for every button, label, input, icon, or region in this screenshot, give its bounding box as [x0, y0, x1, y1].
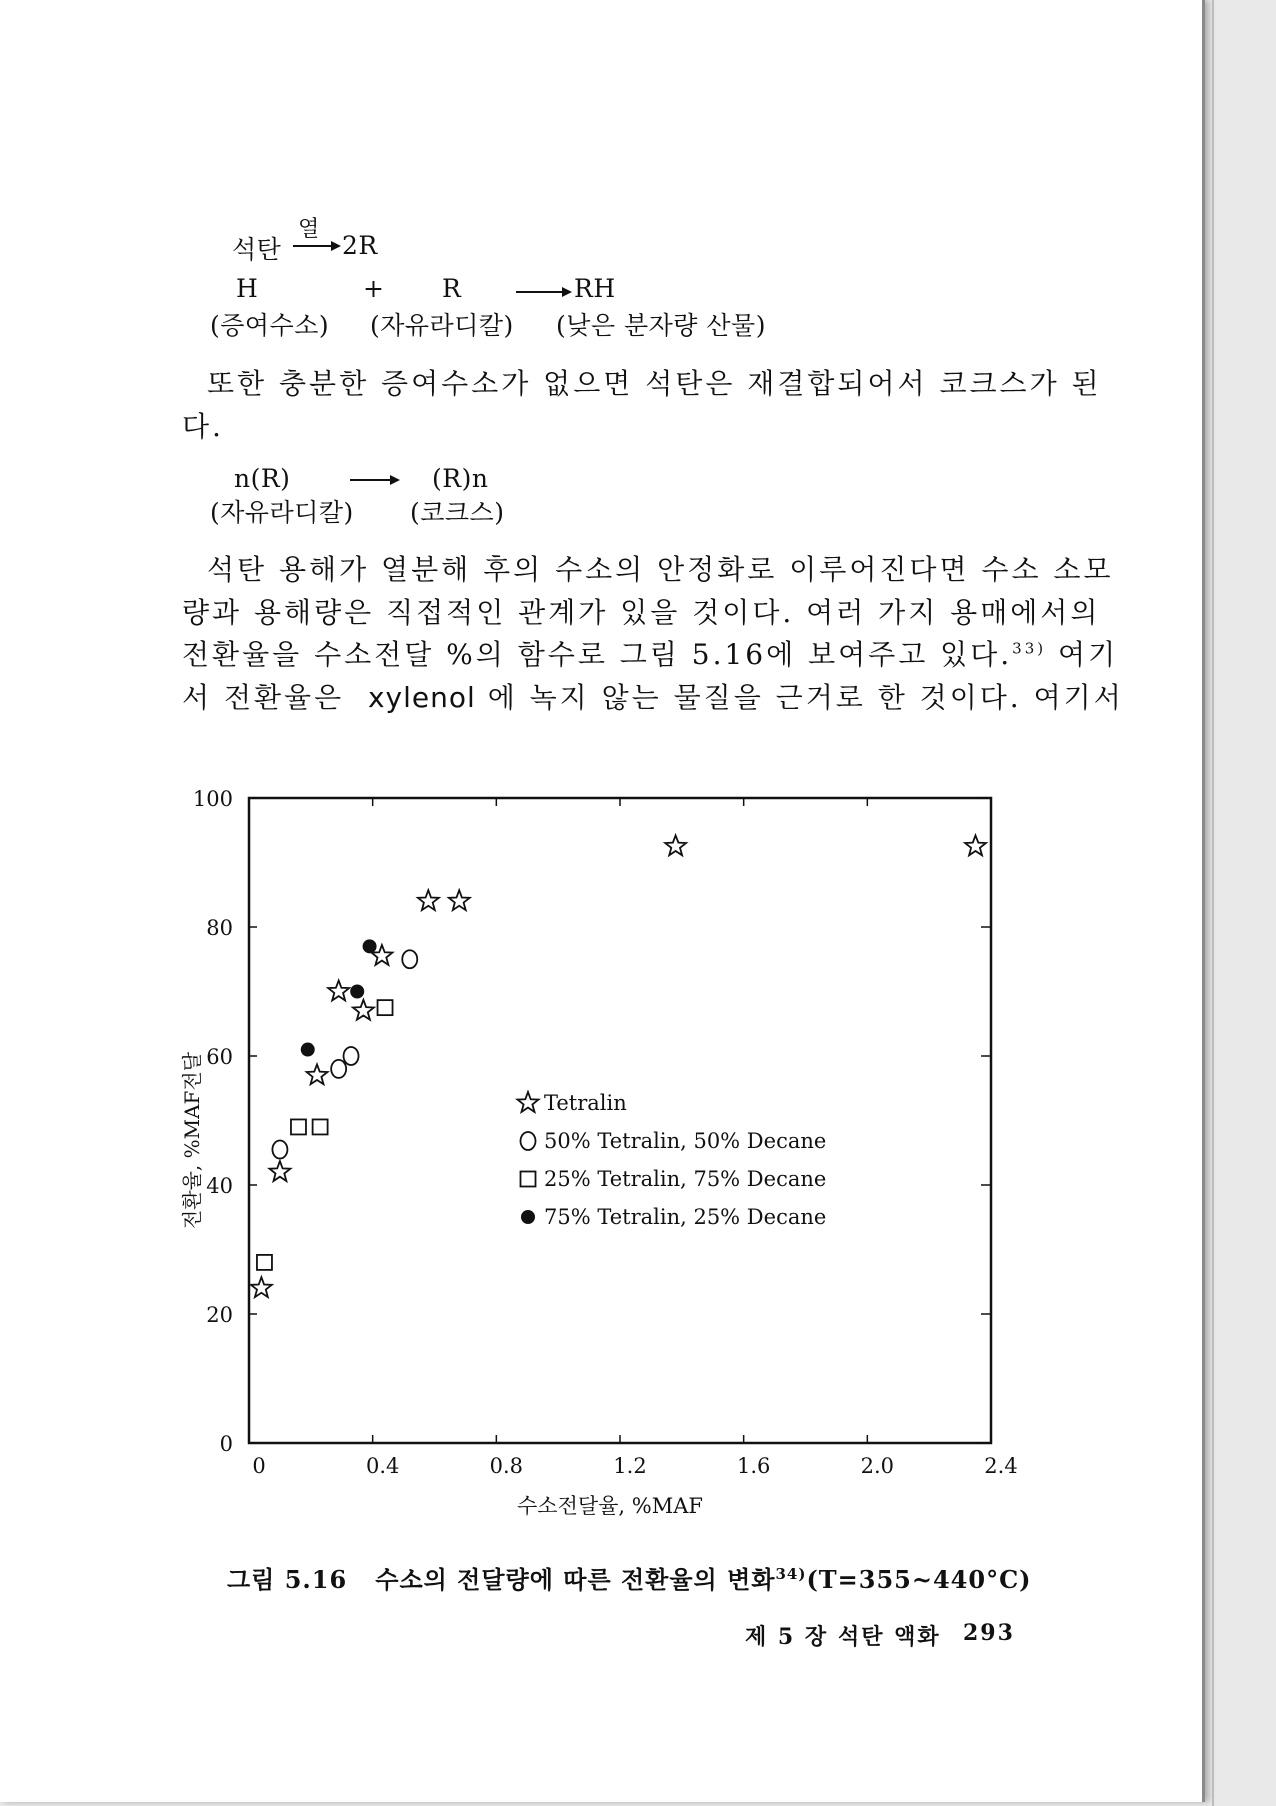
x-tick-label: 2.0	[860, 1454, 895, 1478]
para2-line3-text: 전환율을 수소전달 %의 함수로 그림 5.16에 보여주고 있다.	[182, 638, 1013, 671]
eq2-plus: +	[363, 274, 385, 303]
eq2-arrow	[516, 291, 562, 293]
eq2-term1: H	[236, 274, 259, 303]
x-tick-label: 0.8	[489, 1454, 524, 1478]
data-point-open-square	[313, 1119, 328, 1134]
legend-label: 50% Tetralin, 50% Decane	[544, 1129, 827, 1153]
eq3-label1: (자유라디칼)	[210, 498, 354, 527]
eq2-label2: (자유라디칼)	[370, 311, 514, 340]
caption-label: 그림 5.16	[227, 1565, 348, 1594]
data-point-filled-circle	[363, 940, 376, 953]
y-tick-label: 60	[206, 1045, 233, 1069]
y-tick-label: 20	[206, 1303, 233, 1327]
eq1-condition: 열	[298, 217, 320, 242]
book-edge	[1212, 0, 1214, 1806]
data-point-filled-circle	[301, 1043, 314, 1056]
legend-label: Tetralin	[544, 1091, 627, 1115]
eq2-label1: (증여수소)	[210, 311, 330, 340]
eq3-reactant: n(R)	[234, 464, 291, 493]
para2-line3-tail: 여기	[1046, 638, 1119, 671]
plot-frame	[249, 798, 991, 1443]
legend-label: 25% Tetralin, 75% Decane	[544, 1167, 827, 1191]
footer-chapter: 제 5 장	[745, 1624, 829, 1650]
chart-legend	[518, 1091, 827, 1229]
x-tick-label: 0	[252, 1454, 266, 1478]
caption-ref: 34)	[775, 1565, 807, 1583]
data-point-star	[328, 981, 349, 1001]
legend-marker-open-square	[521, 1172, 536, 1187]
data-point-open-square	[378, 1000, 393, 1015]
data-point-star	[251, 1277, 272, 1297]
x-tick-label: 1.2	[613, 1454, 647, 1478]
eq1-reactant: 석탄	[232, 235, 282, 264]
eq3-arrow	[350, 479, 390, 481]
data-point-open-circle	[331, 1060, 346, 1078]
data-point-open-square	[291, 1119, 306, 1134]
para2-line4-word: xylenol	[367, 681, 476, 714]
x-tick-label: 1.6	[736, 1454, 771, 1478]
para1-line1: 또한 충분한 증여수소가 없으면 석탄은 재결합되어서 코크스가 된	[207, 367, 1102, 400]
x-tick-label: 2.4	[984, 1454, 1018, 1478]
footer-title: 석탄 액화	[838, 1624, 941, 1650]
data-point-star	[270, 1161, 291, 1181]
eq1-arrow	[293, 245, 331, 247]
x-tick-label: 0.4	[365, 1454, 400, 1478]
eq2-term2: R	[442, 274, 462, 303]
legend-label: 75% Tetralin, 25% Decane	[544, 1205, 827, 1229]
caption-text: 수소의 전달량에 따른 전환율의 변화	[375, 1565, 776, 1594]
x-axis-label: 수소전달율, %MAF	[517, 1494, 703, 1518]
chart-axes	[249, 798, 991, 1443]
eq3-arrowhead	[390, 475, 400, 485]
eq2-arrowhead	[562, 287, 572, 297]
caption-condition: (T=355~440°C)	[806, 1565, 1032, 1594]
y-axis-label: 전환율, %MAF전달	[180, 1051, 204, 1230]
para2-line3-ref: 33)	[1012, 639, 1047, 658]
data-point-star	[449, 890, 470, 910]
para1-line2: 다.	[182, 410, 224, 443]
data-point-filled-circle	[351, 985, 364, 998]
para2-line4-start: 서 전환율은	[182, 681, 345, 714]
eq3-label2: (코크스)	[410, 498, 505, 527]
data-point-star	[307, 1064, 328, 1084]
data-point-open-circle	[344, 1047, 359, 1065]
y-tick-label: 80	[206, 916, 233, 940]
scatter-chart	[0, 760, 1202, 1560]
data-point-star	[665, 835, 686, 855]
legend-marker-open-circle	[521, 1132, 536, 1150]
y-tick-label: 0	[219, 1432, 233, 1456]
y-tick-label: 40	[206, 1174, 233, 1198]
para2-line4-end: 에 녹지 않는 물질을 근거로 한 것이다. 여기서	[487, 681, 1124, 714]
data-point-open-circle	[402, 950, 417, 968]
data-point-star	[418, 890, 439, 910]
legend-marker-star	[518, 1092, 539, 1112]
eq1-product: 2R	[342, 231, 378, 260]
y-tick-label: 100	[192, 787, 233, 811]
para2-line2: 량과 용해량은 직접적인 관계가 있을 것이다. 여러 가지 용매에서의	[182, 596, 1101, 629]
eq1-arrowhead	[331, 241, 341, 251]
figure-caption	[227, 1560, 1032, 1595]
page-number: 293	[963, 1620, 1015, 1646]
data-point-open-circle	[272, 1141, 287, 1159]
legend-marker-filled-circle	[522, 1211, 535, 1224]
para2-line3	[182, 633, 1118, 673]
data-point-open-square	[257, 1255, 272, 1270]
para2-line1: 석탄 용해가 열분해 후의 수소의 안정화로 이루어진다면 수소 소모	[207, 553, 1114, 586]
para2-line4	[182, 676, 1124, 716]
data-point-star	[353, 1000, 374, 1020]
eq2-product: RH	[574, 274, 616, 303]
eq2-label3: (낮은 분자량 산물)	[556, 311, 766, 340]
eq3-product: (R)n	[432, 464, 489, 493]
data-point-star	[965, 835, 986, 855]
